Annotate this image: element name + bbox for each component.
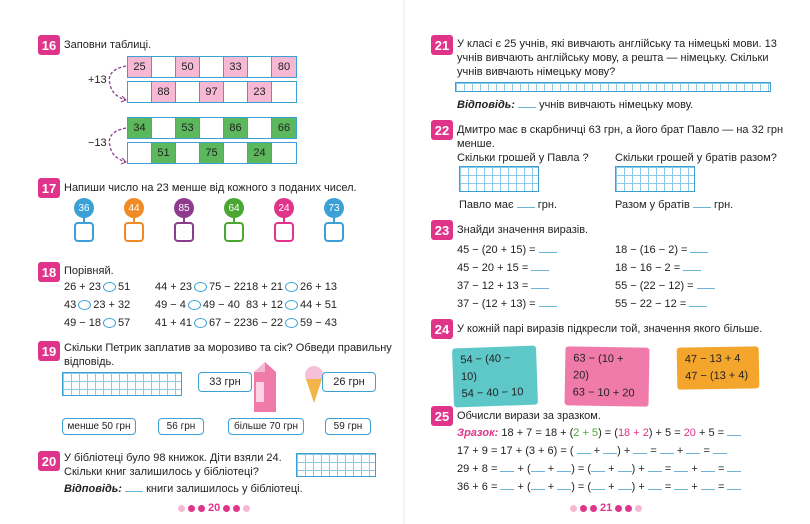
answer-text: учнів вивчають німецьку мову. xyxy=(539,99,694,111)
sample-part: 2 + 5 xyxy=(573,427,599,439)
table-cell: 86 xyxy=(224,118,248,138)
expression[interactable]: 63 − 10 + 20 xyxy=(572,386,635,400)
compare-circle[interactable] xyxy=(285,318,298,328)
answer-grid[interactable] xyxy=(62,372,182,396)
answer-text: Разом у братів xyxy=(615,199,690,211)
comparison-left: 49 − 4 xyxy=(155,299,186,311)
answer-blank[interactable] xyxy=(591,462,605,472)
juice-box-icon xyxy=(250,358,280,414)
line-start: 17 + 9 = 17 + (3 + 6) = ( xyxy=(457,445,574,457)
answer-text: Павло має xyxy=(459,199,514,211)
task-text: Порівняй. xyxy=(64,265,114,277)
answer-text: книги залишилось у бібліотеці. xyxy=(146,483,303,495)
expression-card[interactable] xyxy=(677,346,760,389)
compare-circle[interactable] xyxy=(103,282,116,292)
comparison-left: 83 + 12 xyxy=(246,299,284,311)
expression-line: 29 + 8 = + ( + ) = ( + ) + = + = xyxy=(457,462,741,476)
table-cell: 53 xyxy=(176,118,200,138)
comparison-right: 51 xyxy=(118,281,131,293)
answer-blank[interactable] xyxy=(603,444,617,454)
task-number: 24 xyxy=(431,319,453,339)
page-number xyxy=(178,502,250,514)
task-text: Заповни таблиці. xyxy=(64,39,152,51)
answer-blank[interactable] xyxy=(557,480,571,490)
comparison-right: 75 − 22 xyxy=(209,281,247,293)
task-text: Дмитро має в скарбничці 63 грн, а його брат Павло — на 32 грн xyxy=(457,124,784,136)
table-cell: 25 xyxy=(128,57,152,77)
answer-text: грн. xyxy=(713,199,734,211)
expression: 37 − 12 + 13 = xyxy=(457,280,529,292)
comparison-right: 49 − 40 xyxy=(202,299,240,311)
answer-blank[interactable] xyxy=(531,279,549,289)
price-tag: 33 грн xyxy=(198,372,252,392)
answer-label: Відповідь: xyxy=(64,483,122,495)
expression: 55 − 22 − 12 = xyxy=(615,298,687,310)
expression-card[interactable] xyxy=(452,346,538,408)
task-text: Скільки книг залишилось у бібліотеці? xyxy=(64,466,259,478)
compare-circle[interactable] xyxy=(188,300,201,310)
expression-line xyxy=(615,261,701,275)
answer-grid[interactable] xyxy=(296,453,376,477)
table-cell[interactable] xyxy=(152,118,176,138)
compare-circle[interactable] xyxy=(285,300,298,310)
answer-blank[interactable] xyxy=(648,480,662,490)
table-cell: 34 xyxy=(128,118,152,138)
answer-blank[interactable] xyxy=(689,297,707,307)
number-pin: 24 xyxy=(274,198,294,218)
answer-blank[interactable] xyxy=(531,261,549,271)
task-text: менше. xyxy=(457,138,495,150)
table-cell[interactable] xyxy=(224,82,248,102)
expression: 45 − (20 + 15) = xyxy=(457,244,536,256)
answer-option[interactable]: 56 грн xyxy=(158,418,204,435)
answer-blank[interactable] xyxy=(517,198,535,208)
right-page xyxy=(405,0,810,524)
answer-blank[interactable] xyxy=(727,480,741,490)
answer-option[interactable]: менше 50 грн xyxy=(62,418,136,435)
task-number: 16 xyxy=(38,35,60,55)
table-cell: 97 xyxy=(200,82,224,102)
number-pin: 73 xyxy=(324,198,344,218)
answer-blank[interactable] xyxy=(618,480,632,490)
task-text: Знайди значення виразів. xyxy=(457,224,589,236)
answer-blank[interactable] xyxy=(618,462,632,472)
expression: 45 − 20 + 15 = xyxy=(457,262,529,274)
answer-text: грн. xyxy=(537,199,558,211)
expression[interactable]: 54 − 40 − 10 xyxy=(461,386,524,401)
answer-label: Відповідь: xyxy=(457,99,515,111)
answer-grid[interactable] xyxy=(455,82,771,92)
task-number: 21 xyxy=(431,35,453,55)
comparison xyxy=(155,280,246,294)
table-cell[interactable] xyxy=(128,82,152,102)
expression[interactable]: 47 − (13 + 4) xyxy=(685,369,749,383)
answer-blank[interactable] xyxy=(690,243,708,253)
task-text: Обчисли вирази за зразком. xyxy=(457,410,601,422)
comparison-right: 57 xyxy=(118,317,131,329)
answer-blank[interactable] xyxy=(701,480,715,490)
task-number: 17 xyxy=(38,178,60,198)
task-number: 25 xyxy=(431,406,453,426)
comparison xyxy=(155,298,240,312)
expression-line xyxy=(457,297,557,311)
sample-part: 20 xyxy=(683,427,696,439)
expression[interactable]: 54 − (40 − 10) xyxy=(460,352,511,384)
comparison-left: 41 + 41 xyxy=(155,317,193,329)
expression[interactable]: 47 − 13 + 4 xyxy=(684,352,741,366)
answer-blank[interactable] xyxy=(701,462,715,472)
compare-circle[interactable] xyxy=(103,318,116,328)
task-number: 22 xyxy=(431,120,453,140)
table-cell[interactable] xyxy=(248,57,272,77)
answer-blank[interactable] xyxy=(660,444,674,454)
answer-option[interactable]: 59 грн xyxy=(325,418,371,435)
answer-option[interactable]: більше 70 грн xyxy=(228,418,304,435)
page-number xyxy=(570,502,642,514)
task-text: У кожній парі виразів підкресли той, значення якого більше. xyxy=(457,323,763,335)
comparison xyxy=(246,280,337,294)
answer-grid[interactable] xyxy=(459,166,539,192)
number-pin: 85 xyxy=(174,198,194,218)
task-text: Напиши число на 23 менше від кожного з поданих чисел. xyxy=(64,182,357,194)
answer-blank[interactable] xyxy=(531,480,545,490)
table-cell: 23 xyxy=(248,82,272,102)
compare-circle[interactable] xyxy=(285,282,298,292)
answer-box[interactable] xyxy=(274,222,294,242)
comparison-right: 23 + 32 xyxy=(93,299,131,311)
table-cell: 88 xyxy=(152,82,176,102)
comparison xyxy=(64,280,130,294)
sample-part: 18 + 7 = 18 + ( xyxy=(501,427,574,439)
answer-blank[interactable] xyxy=(633,444,647,454)
price-tag: 26 грн xyxy=(322,372,376,392)
expression[interactable]: 63 − (10 + 20) xyxy=(572,352,624,382)
comparison-right: 44 + 51 xyxy=(300,299,338,311)
expression: 55 − (22 − 12) = xyxy=(615,280,694,292)
answer-blank[interactable] xyxy=(674,462,688,472)
comparison xyxy=(64,316,130,330)
comparison xyxy=(246,298,337,312)
sample-part: + 5 = xyxy=(695,427,725,439)
answer-box[interactable] xyxy=(324,222,344,242)
page-number-label: 21 xyxy=(600,502,613,514)
task-text: учнів вивчають англійську мову, а решта — німецьку. Скільки xyxy=(457,52,769,64)
arrow-label: −13 xyxy=(88,137,107,149)
table-cell[interactable] xyxy=(272,143,296,163)
question: Скільки грошей у Павла ? xyxy=(457,152,589,164)
table-cell[interactable] xyxy=(128,143,152,163)
compare-circle[interactable] xyxy=(194,282,207,292)
answer-blank[interactable] xyxy=(500,480,514,490)
expression-line xyxy=(615,297,707,311)
sample-part: ) + 5 = xyxy=(648,427,684,439)
compare-circle[interactable] xyxy=(194,318,207,328)
page-number-label: 20 xyxy=(208,502,221,514)
table-row xyxy=(127,56,297,78)
comparison-left: 44 + 23 xyxy=(155,281,193,293)
expression-card[interactable] xyxy=(564,346,649,406)
comparison xyxy=(64,298,130,312)
expression: 37 − (12 + 13) = xyxy=(457,298,536,310)
comparison xyxy=(246,316,337,330)
answer-blank[interactable] xyxy=(727,426,741,436)
table-cell[interactable] xyxy=(200,57,224,77)
task-number: 20 xyxy=(38,451,60,471)
answer-blank[interactable] xyxy=(125,482,143,492)
comparison-left: 36 − 22 xyxy=(246,317,284,329)
answer-blank[interactable] xyxy=(577,444,591,454)
task-text: відповідь. xyxy=(64,356,115,368)
task-number: 19 xyxy=(38,341,60,361)
task-text: У класі є 25 учнів, які вивчають англійську та німецькі мови. 13 xyxy=(457,38,777,50)
answer-blank[interactable] xyxy=(591,480,605,490)
comparison-left: 43 xyxy=(64,299,77,311)
table-cell: 50 xyxy=(176,57,200,77)
sample-label: Зразок: xyxy=(457,427,499,439)
table-cell: 24 xyxy=(248,143,272,163)
table-cell: 75 xyxy=(200,143,224,163)
table-cell: 51 xyxy=(152,143,176,163)
answer-blank[interactable] xyxy=(693,198,711,208)
expression-line xyxy=(457,261,549,275)
answer-blank[interactable] xyxy=(557,462,571,472)
table-cell: 66 xyxy=(272,118,296,138)
expression-line xyxy=(457,243,557,257)
table-cell[interactable] xyxy=(176,143,200,163)
table-cell: 80 xyxy=(272,57,296,77)
number-pin: 44 xyxy=(124,198,144,218)
answer-blank[interactable] xyxy=(531,462,545,472)
task-number: 23 xyxy=(431,220,453,240)
table-row xyxy=(127,81,297,103)
question: Скільки грошей у братів разом? xyxy=(615,152,777,164)
expression: 18 − 16 − 2 = xyxy=(615,262,681,274)
answer-box[interactable] xyxy=(124,222,144,242)
comparison xyxy=(155,316,246,330)
comparison-right: 59 − 43 xyxy=(300,317,338,329)
answer-blank[interactable] xyxy=(727,462,741,472)
answer-blank[interactable] xyxy=(500,462,514,472)
expression-line: 17 + 9 = 17 + (3 + 6) = ( + ) + = + = xyxy=(457,444,727,458)
task-text: У бібліотеці було 98 книжок. Діти взяли 24. xyxy=(64,452,282,464)
curved-arrow-icon xyxy=(100,60,130,106)
sample-line xyxy=(457,426,741,440)
table-cell[interactable] xyxy=(248,118,272,138)
arrow-label: +13 xyxy=(88,74,107,86)
line-start: 36 + 6 = xyxy=(457,481,498,493)
sample-part: 18 + 2 xyxy=(617,427,649,439)
expression-line: 36 + 6 = + ( + ) = ( + ) + = + = xyxy=(457,480,741,494)
answer-blank[interactable] xyxy=(683,261,701,271)
comparison-right: 67 − 22 xyxy=(209,317,247,329)
comparison-right: 26 + 13 xyxy=(300,281,338,293)
task-number: 18 xyxy=(38,262,60,282)
expression-line xyxy=(615,243,708,257)
comparison-left: 49 − 18 xyxy=(64,317,102,329)
expression-line xyxy=(457,279,549,293)
table-cell[interactable] xyxy=(272,82,296,102)
answer-grid[interactable] xyxy=(615,166,695,192)
table-cell: 33 xyxy=(224,57,248,77)
expression-line xyxy=(615,279,715,293)
number-pin: 64 xyxy=(224,198,244,218)
answer-blank[interactable] xyxy=(518,98,536,108)
answer-blank[interactable] xyxy=(539,297,557,307)
line-start: 29 + 8 = xyxy=(457,463,498,475)
answer-box[interactable] xyxy=(224,222,244,242)
table-row xyxy=(127,142,297,164)
answer-blank[interactable] xyxy=(686,444,700,454)
table-cell[interactable] xyxy=(176,82,200,102)
compare-circle[interactable] xyxy=(78,300,91,310)
comparison-left: 18 + 21 xyxy=(246,281,284,293)
table-cell[interactable] xyxy=(152,57,176,77)
answer-blank[interactable] xyxy=(539,243,557,253)
answer-box[interactable] xyxy=(74,222,94,242)
answer-box[interactable] xyxy=(174,222,194,242)
answer-blank[interactable] xyxy=(648,462,662,472)
table-cell[interactable] xyxy=(200,118,224,138)
expression: 18 − (16 − 2) = xyxy=(615,244,688,256)
number-pin: 36 xyxy=(74,198,94,218)
sample-part: ) = ( xyxy=(598,427,618,439)
comparison-left: 26 + 23 xyxy=(64,281,102,293)
answer-blank[interactable] xyxy=(713,444,727,454)
answer-blank[interactable] xyxy=(674,480,688,490)
curved-arrow-icon xyxy=(100,122,130,168)
task-text: учнів вивчають німецьку мову? xyxy=(457,66,616,78)
table-cell[interactable] xyxy=(224,143,248,163)
answer-blank[interactable] xyxy=(697,279,715,289)
table-row xyxy=(127,117,297,139)
task-text: Скільки Петрик заплатив за морозиво та сік? Обведи правильну xyxy=(64,342,392,354)
